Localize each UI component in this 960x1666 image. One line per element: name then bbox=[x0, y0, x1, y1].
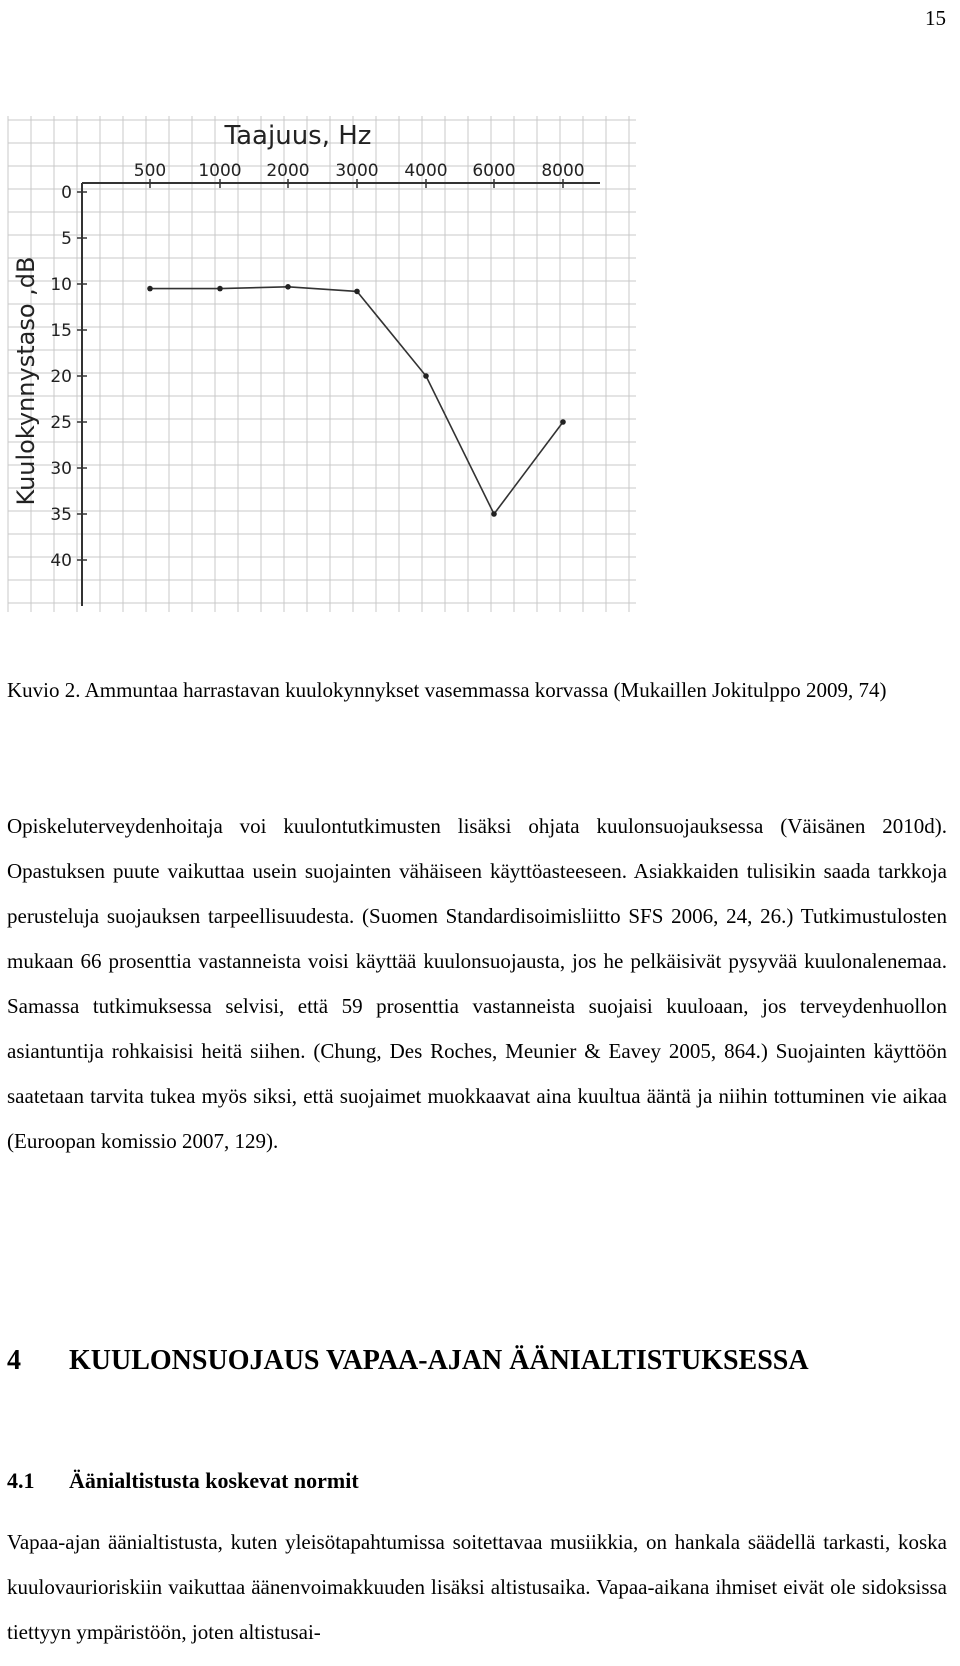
section-heading bbox=[7, 1345, 809, 1377]
chart-series bbox=[147, 284, 566, 517]
figure-caption: Kuvio 2. Ammuntaa harrastavan kuulokynnykset vasemmassa korvassa (Mukaillen Jokitulppo 2009, 74) bbox=[7, 678, 887, 702]
audiogram-chart bbox=[0, 116, 680, 656]
audiogram-figure bbox=[0, 116, 680, 656]
page-number: 15 bbox=[925, 6, 946, 30]
data-point bbox=[285, 284, 291, 290]
data-point bbox=[491, 511, 497, 517]
x-tick-label: 500 bbox=[133, 161, 167, 181]
x-tick-label: 3000 bbox=[335, 161, 379, 181]
data-point bbox=[147, 286, 153, 292]
body-paragraph-1: Opiskeluterveydenhoitaja voi kuulontutkimusten lisäksi ohjata kuulonsuojauksessa (Väisänen 2010d). Opastuksen puute vaikuttaa usein suojainten vähäiseen käyttöasteeseen. Asiakkaiden tulisikin saada tarkkoja perusteluja suojauksen tarpeellisuudesta. (Suomen Standardisoimisliitto SFS 2006, 24, 26.) Tutkimustulosten mukaan 66 prosenttia vastanneista voisi käyttää kuulonsuojausta, jos he pelkäisivät pysyvää kuulonalenemaa. Samassa tutkimuksessa selvisi, että 59 prosenttia vastanneista suojaisi kuuloaan, jos terveydenhuollon asiantuntija rohkaisisi heitä siihen. (Chung, Des Roches, Meunier & Eavey 2005, 864.) Suojainten käyttöön saatetaan tarvita tukea myös siksi, että suojaimet muokkaavat aina kuultua ääntä ja niihin tottuminen vie aikaa (Euroopan komissio 2007, 129). bbox=[7, 814, 947, 1153]
x-tick-label: 1000 bbox=[198, 161, 242, 181]
y-tick-label: 20 bbox=[50, 367, 72, 387]
y-tick-label: 5 bbox=[61, 229, 72, 249]
y-tick-label: 10 bbox=[50, 275, 72, 295]
subsection-heading-text: Äänialtistusta koskevat normit bbox=[69, 1468, 359, 1493]
subsection-heading bbox=[7, 1468, 359, 1494]
y-tick-label: 0 bbox=[61, 183, 72, 203]
chart-grid bbox=[8, 116, 636, 612]
y-tick-label: 35 bbox=[50, 505, 72, 525]
subsection-heading-number: 4.1 bbox=[7, 1468, 35, 1493]
y-tick-label: 15 bbox=[50, 321, 72, 341]
x-tick-label: 2000 bbox=[266, 161, 310, 181]
x-tick-label: 8000 bbox=[541, 161, 585, 181]
section-heading-number: 4 bbox=[7, 1345, 21, 1376]
series-line bbox=[150, 287, 563, 514]
body-paragraph-2: Vapaa-ajan äänialtistusta, kuten yleisötapahtumissa soitettavaa musiikkia, on hankala säädellä tarkasti, koska kuulovaurioriskiin vaikuttaa äänenvoimakkuuden lisäksi altistusaika. Vapaa-aikana ihmiset eivät ole sidoksissa tiettyyn ympäristöön, joten altistusai- bbox=[7, 1530, 947, 1644]
chart-title: Taajuus, Hz bbox=[224, 121, 372, 151]
section-heading-text: KUULONSUOJAUS VAPAA-AJAN ÄÄNIALTISTUKSESSA bbox=[69, 1345, 809, 1376]
data-point bbox=[354, 289, 360, 295]
chart-axes bbox=[82, 183, 600, 606]
y-tick-label: 30 bbox=[50, 459, 72, 479]
y-tick-label: 40 bbox=[50, 551, 72, 571]
data-point bbox=[423, 373, 429, 379]
x-tick-label: 6000 bbox=[472, 161, 516, 181]
data-point bbox=[217, 286, 223, 292]
x-tick-label: 4000 bbox=[404, 161, 448, 181]
y-tick-label: 25 bbox=[50, 413, 72, 433]
chart-y-axis-label: Kuulokynnystaso ,dB bbox=[12, 256, 40, 506]
data-point bbox=[560, 419, 566, 425]
